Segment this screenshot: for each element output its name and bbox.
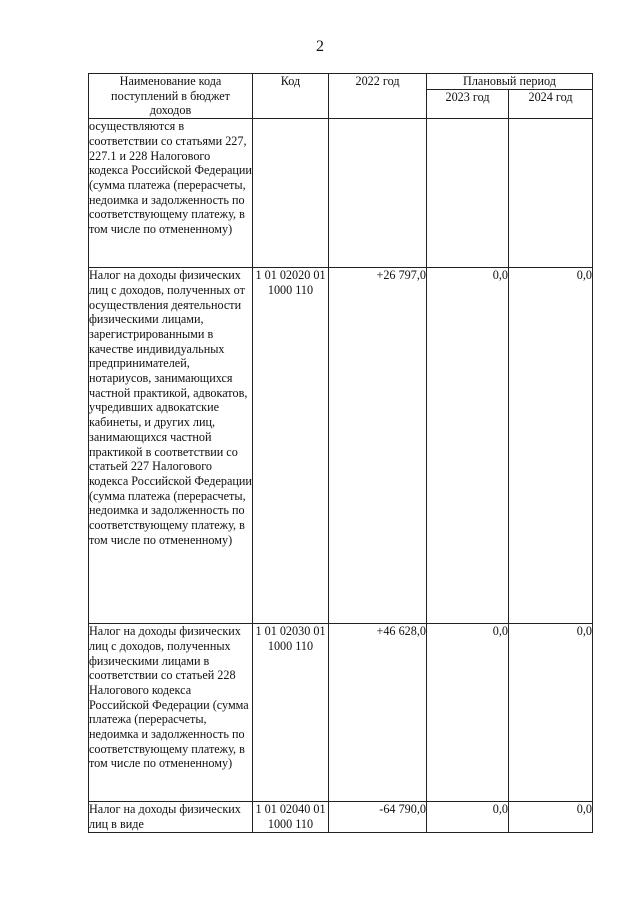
row-2024: 0,0 — [509, 268, 593, 624]
row-2023: 0,0 — [427, 624, 509, 802]
header-code: Код — [253, 74, 329, 119]
row-2022: +46 628,0 — [329, 624, 427, 802]
row-2024 — [509, 119, 593, 268]
row-2023 — [427, 119, 509, 268]
table-row — [89, 624, 593, 802]
header-2022: 2022 год — [329, 74, 427, 119]
row-name: осуществляются в соответствии со статьями 227, 227.1 и 228 Налогового кодекса Российской Федерации (сумма платежа (перерасчеты, недоимка и задолженность по соответствующему платежу, в том числе по отмененному) — [89, 119, 253, 268]
header-2023: 2023 год — [427, 90, 509, 119]
row-code — [253, 119, 329, 268]
table-row — [89, 802, 593, 833]
row-name: Налог на доходы физических лиц в виде — [89, 802, 253, 833]
table-header-row — [89, 74, 593, 90]
row-code: 1 01 02040 01 1000 110 — [253, 802, 329, 833]
row-2024: 0,0 — [509, 624, 593, 802]
table-row — [89, 119, 593, 268]
row-2022: +26 797,0 — [329, 268, 427, 624]
row-code: 1 01 02030 01 1000 110 — [253, 624, 329, 802]
row-2023: 0,0 — [427, 802, 509, 833]
row-name: Налог на доходы физических лиц с доходов, полученных от осуществления деятельности физическими лицами, зарегистрированными в качестве индивидуальных предпринимателей, нотариусов, занимающихся частной практикой, адвокатов, учредивших адвокатские кабинеты, и других лиц, занимающихся частной практикой в соответствии со статьей 227 Налогового кодекса Российской Федерации (сумма платежа (перерасчеты, недоимка и задолженность по соответствующему платежу, в том числе по отмененному) — [89, 268, 253, 624]
revenue-table — [88, 73, 593, 833]
header-2024: 2024 год — [509, 90, 593, 119]
table-row — [89, 268, 593, 624]
row-2024: 0,0 — [509, 802, 593, 833]
row-2023: 0,0 — [427, 268, 509, 624]
header-planned-period: Плановый период — [427, 74, 593, 90]
row-2022 — [329, 119, 427, 268]
row-code: 1 01 02020 01 1000 110 — [253, 268, 329, 624]
page-number: 2 — [316, 38, 324, 55]
header-name: Наименование кода поступлений в бюджет доходов — [89, 74, 253, 119]
row-name: Налог на доходы физических лиц с доходов, полученных физическими лицами в соответствии со статьей 228 Налогового кодекса Российской Федерации (сумма платежа (перерасчеты, недоимка и задолженность по соответствующему платежу, в том числе по отмененному) — [89, 624, 253, 802]
row-2022: -64 790,0 — [329, 802, 427, 833]
